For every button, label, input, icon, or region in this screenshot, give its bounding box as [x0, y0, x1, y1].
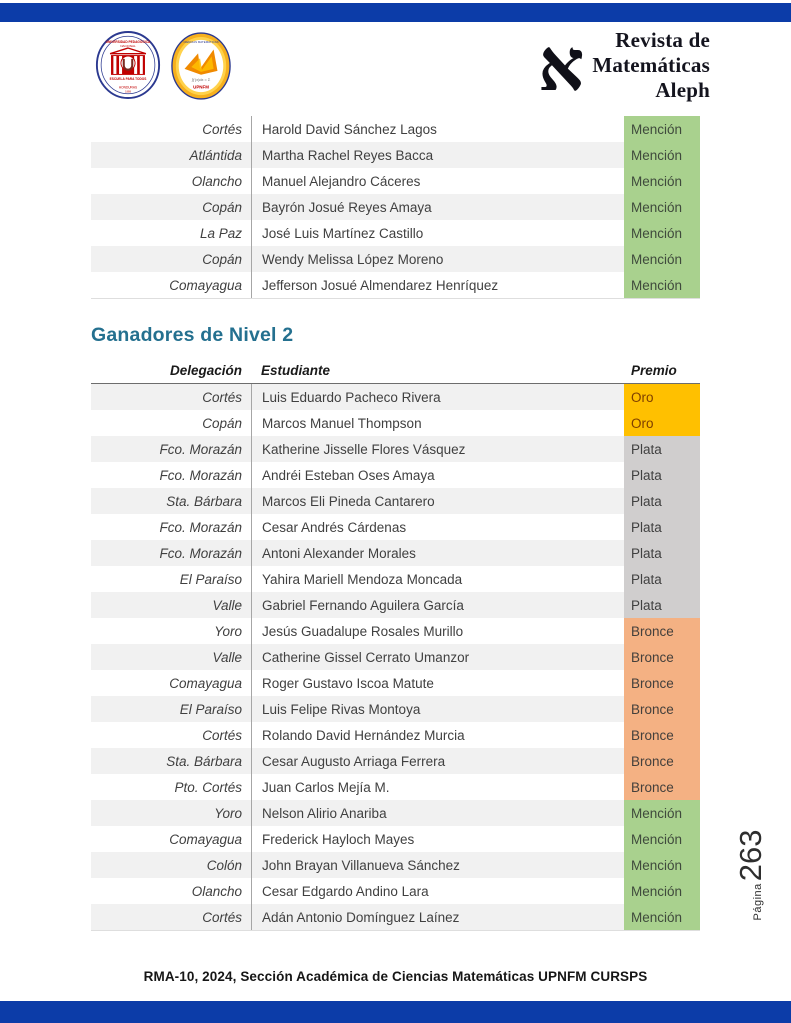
estudiante-cell: Wendy Melissa López Moreno	[251, 246, 624, 272]
estudiante-cell: Catherine Gissel Cerrato Umanzor	[251, 644, 624, 670]
table-row	[91, 618, 700, 644]
premio-badge: Mención	[624, 904, 700, 930]
estudiante-cell: Antoni Alexander Morales	[251, 540, 624, 566]
table-row	[91, 194, 700, 220]
column-header-delegacion: Delegación	[169, 363, 242, 378]
premio-badge: Oro	[624, 384, 700, 410]
page-number-word: Página	[752, 883, 764, 921]
table-row	[91, 644, 700, 670]
premio-badge: Oro	[624, 410, 700, 436]
estudiante-cell: Juan Carlos Mejía M.	[251, 774, 624, 800]
mencion-continuation-table	[91, 116, 700, 299]
delegacion-cell: Cortés	[202, 389, 242, 405]
delegacion-cell: Pto. Cortés	[174, 779, 242, 795]
premio-badge: Plata	[624, 540, 700, 566]
premio-badge: Bronce	[624, 644, 700, 670]
estudiante-cell: Adán Antonio Domínguez Laínez	[251, 904, 624, 930]
estudiante-cell: Yahira Mariell Mendoza Moncada	[251, 566, 624, 592]
table-row	[91, 488, 700, 514]
table-row	[91, 696, 700, 722]
premio-badge: Bronce	[624, 696, 700, 722]
delegacion-cell: Comayagua	[169, 277, 242, 293]
estudiante-cell: Bayrón Josué Reyes Amaya	[251, 194, 624, 220]
table-row	[91, 384, 700, 410]
delegacion-cell: Fco. Morazán	[159, 467, 242, 483]
estudiante-cell: John Brayan Villanueva Sánchez	[251, 852, 624, 878]
table-row	[91, 246, 700, 272]
delegacion-cell: Cortés	[202, 909, 242, 925]
estudiante-cell: Cesar Andrés Cárdenas	[251, 514, 624, 540]
premio-badge: Mención	[624, 272, 700, 298]
premio-badge: Mención	[624, 220, 700, 246]
delegacion-cell: Copán	[202, 251, 242, 267]
table-row	[91, 540, 700, 566]
table-row	[91, 670, 700, 696]
delegacion-cell: El Paraíso	[179, 701, 242, 717]
delegacion-cell: Yoro	[214, 805, 242, 821]
journal-title-line: Matemáticas	[592, 53, 710, 77]
estudiante-cell: José Luis Martínez Castillo	[251, 220, 624, 246]
estudiante-cell: Frederick Hayloch Mayes	[251, 826, 624, 852]
premio-badge: Bronce	[624, 670, 700, 696]
estudiante-cell: Cesar Augusto Arriaga Ferrera	[251, 748, 624, 774]
delegacion-cell: Olancho	[191, 883, 242, 899]
svg-text:HONDURAS: HONDURAS	[118, 85, 138, 90]
table-row	[91, 142, 700, 168]
delegacion-cell: Atlántida	[189, 147, 242, 163]
delegacion-cell: Cortés	[202, 121, 242, 137]
delegacion-cell: Fco. Morazán	[159, 545, 242, 561]
logos	[95, 30, 232, 102]
journal-brand	[538, 25, 710, 106]
table-row	[91, 220, 700, 246]
page-number	[735, 792, 775, 958]
premio-badge: Plata	[624, 436, 700, 462]
estudiante-cell: Jefferson Josué Almendarez Henríquez	[251, 272, 624, 298]
table-row	[91, 514, 700, 540]
footer-citation: RMA-10, 2024, Sección Académica de Ciencias Matemáticas UPNFM CURSPS	[143, 969, 648, 984]
premio-badge: Mención	[624, 168, 700, 194]
svg-text:UNIVERSIDAD PEDAGÓGICA: UNIVERSIDAD PEDAGÓGICA	[105, 39, 151, 44]
column-header-estudiante: Estudiante	[261, 363, 331, 378]
table-row	[91, 462, 700, 488]
table-row	[91, 904, 700, 930]
estudiante-cell: Marcos Eli Pineda Cantarero	[251, 488, 624, 514]
table-row	[91, 800, 700, 826]
section-heading: Ganadores de Nivel 2	[91, 324, 294, 346]
page-header	[0, 22, 791, 108]
table-row	[91, 116, 700, 142]
premio-badge: Bronce	[624, 618, 700, 644]
delegacion-cell: El Paraíso	[179, 571, 242, 587]
table-row	[91, 722, 700, 748]
estudiante-cell: Cesar Edgardo Andino Lara	[251, 878, 624, 904]
delegacion-cell: Copán	[202, 199, 242, 215]
table-row	[91, 410, 700, 436]
delegacion-cell: Cortés	[202, 727, 242, 743]
svg-text:1989: 1989	[125, 90, 131, 94]
premio-badge: Plata	[624, 592, 700, 618]
delegacion-cell: Sta. Bárbara	[166, 753, 242, 769]
premio-badge: Mención	[624, 852, 700, 878]
estudiante-cell: Nelson Alirio Anariba	[251, 800, 624, 826]
delegacion-cell: Olancho	[191, 173, 242, 189]
delegacion-cell: Comayagua	[169, 831, 242, 847]
premio-badge: Mención	[624, 246, 700, 272]
estudiante-cell: Rolando David Hernández Murcia	[251, 722, 624, 748]
delegacion-cell: Sta. Bárbara	[166, 493, 242, 509]
winners-table-body	[91, 384, 700, 930]
estudiante-cell: Marcos Manuel Thompson	[251, 410, 624, 436]
estudiante-cell: Luis Felipe Rivas Montoya	[251, 696, 624, 722]
table-row	[91, 436, 700, 462]
premio-badge: Bronce	[624, 748, 700, 774]
estudiante-cell: Martha Rachel Reyes Bacca	[251, 142, 624, 168]
table-row	[91, 878, 700, 904]
bottom-accent-bar	[0, 1001, 791, 1023]
delegacion-cell: Colón	[206, 857, 242, 873]
premio-badge: Plata	[624, 488, 700, 514]
column-header-premio: Premio	[631, 363, 677, 378]
premio-badge: Bronce	[624, 722, 700, 748]
estudiante-cell: Roger Gustavo Iscoa Matute	[251, 670, 624, 696]
estudiante-cell: Andréi Esteban Oses Amaya	[251, 462, 624, 488]
premio-badge: Mención	[624, 826, 700, 852]
table-row	[91, 272, 700, 298]
upnfm-university-seal-icon	[95, 30, 161, 100]
journal-title-line: Aleph	[655, 78, 710, 102]
premio-badge: Mención	[624, 142, 700, 168]
delegacion-cell: Copán	[202, 415, 242, 431]
delegacion-cell: Valle	[212, 597, 242, 613]
estudiante-cell: Manuel Alejandro Cáceres	[251, 168, 624, 194]
premio-badge: Plata	[624, 462, 700, 488]
table-row	[91, 168, 700, 194]
delegacion-cell: Yoro	[214, 623, 242, 639]
estudiante-cell: Harold David Sánchez Lagos	[251, 116, 624, 142]
premio-badge: Mención	[624, 116, 700, 142]
delegacion-cell: Valle	[212, 649, 242, 665]
estudiante-cell: Luis Eduardo Pacheco Rivera	[251, 384, 624, 410]
table-row	[91, 826, 700, 852]
premio-badge: Plata	[624, 514, 700, 540]
svg-text:NACIONAL: NACIONAL	[120, 44, 136, 49]
table-row	[91, 566, 700, 592]
journal-title	[592, 28, 710, 103]
delegacion-cell: La Paz	[199, 225, 242, 241]
journal-title-line: Revista de	[615, 28, 710, 52]
svg-text:CIENCIAS MATEMÁTICAS: CIENCIAS MATEMÁTICAS	[183, 39, 219, 44]
estudiante-cell: Katherine Jisselle Flores Vásquez	[251, 436, 624, 462]
estudiante-cell: Jesús Guadalupe Rosales Murillo	[251, 618, 624, 644]
svg-text:UPNFM: UPNFM	[193, 84, 209, 90]
upnfm-mathematics-logo-icon	[170, 30, 232, 102]
estudiante-cell: Gabriel Fernando Aguilera García	[251, 592, 624, 618]
aleph-symbol-icon: א	[538, 25, 585, 106]
page-number-value: 263	[733, 829, 768, 882]
premio-badge: Plata	[624, 566, 700, 592]
table-row	[91, 748, 700, 774]
winners-table-header	[91, 358, 700, 384]
table-row	[91, 852, 700, 878]
winners-table	[91, 358, 700, 931]
premio-badge: Bronce	[624, 774, 700, 800]
delegacion-cell: Comayagua	[169, 675, 242, 691]
svg-text:∫ƒ(x)dx = Σ: ∫ƒ(x)dx = Σ	[191, 77, 211, 83]
table-row	[91, 592, 700, 618]
premio-badge: Mención	[624, 800, 700, 826]
delegacion-cell: Fco. Morazán	[159, 441, 242, 457]
svg-text:ESCUELA PARA TODOS: ESCUELA PARA TODOS	[109, 76, 147, 81]
delegacion-cell: Fco. Morazán	[159, 519, 242, 535]
top-accent-bar	[0, 3, 791, 22]
table-row	[91, 774, 700, 800]
premio-badge: Mención	[624, 194, 700, 220]
premio-badge: Mención	[624, 878, 700, 904]
